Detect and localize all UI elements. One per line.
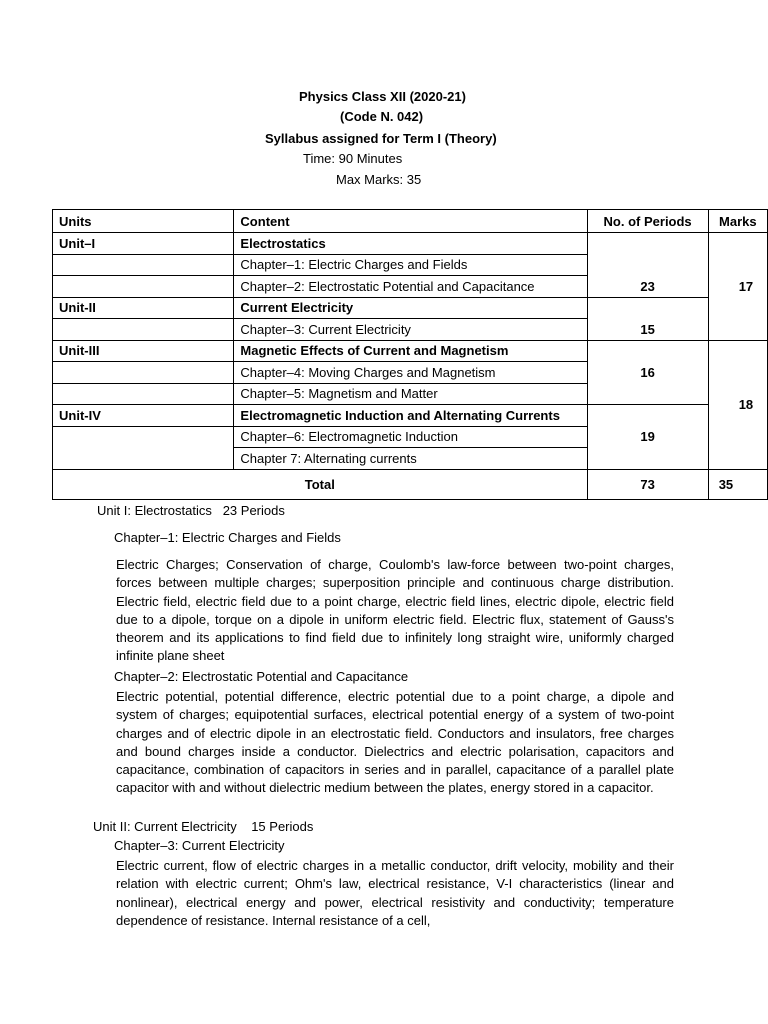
periods-cell: 16 (587, 340, 708, 405)
doc-title: Physics Class XII (2020-21) (299, 89, 466, 104)
total-label: Total (53, 469, 588, 499)
exam-time: Time: 90 Minutes (303, 151, 403, 166)
subject-code: (Code N. 042) (340, 109, 424, 124)
unit-title: Electrostatics (234, 233, 587, 255)
unit-label: Unit-II (53, 297, 234, 319)
unit-title: Electromagnetic Induction and Alternating Currents (234, 405, 587, 427)
unit-title: Magnetic Effects of Current and Magnetism (234, 340, 587, 362)
unit-label: Unit-III (53, 340, 234, 362)
periods-cell: 15 (587, 297, 708, 340)
unit-heading: Unit II: Current Electricity 15 Periods (93, 819, 314, 834)
total-periods: 73 (587, 469, 708, 499)
marks-cell: 18 (708, 340, 767, 469)
chapter-item: Chapter–4: Moving Charges and Magnetism (234, 362, 587, 384)
header-periods: No. of Periods (587, 210, 708, 233)
chapter-heading: Chapter–3: Current Electricity (114, 838, 285, 853)
total-marks: 35 (708, 469, 767, 499)
chapter-item: Chapter–2: Electrostatic Potential and Capacitance (234, 276, 587, 298)
unit-label: Unit–I (53, 233, 234, 255)
unit-label: Unit-IV (53, 405, 234, 427)
chapter-description: Electric current, flow of electric charges in a metallic conductor, drift velocity, mobility and their relation with electric current; Ohm's law, electrical resistance, V-I characteristics (linear and nonlinear), electrical energy and power, electrical resistivity and conductivity; temperature dependence of resistance. Internal resistance of a cell, (116, 858, 674, 928)
chapter-description: Electric potential, potential difference, electric potential due to a point charge, a dipole and system of charges; equipotential surfaces, electrical potential energy of a system of two-point charges and of electric dipole in an electrostatic field. Conductors and insulators, free charges and bound charges inside a conductor. Dielectrics and electric polarisation, capacitors and capacitance, combination of capacitors in series and in parallel, capacitance of a parallel plate capacitor with and without dielectric medium between the plates, energy stored in a capacitor. (116, 689, 674, 796)
chapter-item: Chapter–1: Electric Charges and Fields (234, 254, 587, 276)
header-units: Units (53, 210, 234, 233)
chapter-heading: Chapter–1: Electric Charges and Fields (114, 530, 341, 545)
chapter-description: Electric Charges; Conservation of charge, Coulomb's law-force between two-point charges, forces between multiple charges; superposition principle and continuous charge distribution. Electric field, electric field due to a point charge, electric field lines, electric dipole, electric field due to a dipole, torque on a dipole in uniform electric field. Electric flux, statement of Gauss's theorem and its applications to find field due to infinitely long straight wire, uniformly charged infinite plane sheet (116, 557, 674, 664)
chapter-item: Chapter–5: Magnetism and Matter (234, 383, 587, 405)
marks-cell: 17 (708, 233, 767, 341)
periods-cell: 23 (587, 233, 708, 298)
chapter-item: Chapter–6: Electromagnetic Induction (234, 426, 587, 448)
max-marks: Max Marks: 35 (336, 172, 422, 187)
chapter-item: Chapter 7: Alternating currents (234, 448, 587, 470)
chapter-item: Chapter–3: Current Electricity (234, 319, 587, 341)
syllabus-title: Syllabus assigned for Term I (Theory) (265, 131, 497, 146)
unit-title: Current Electricity (234, 297, 587, 319)
periods-cell: 19 (587, 405, 708, 470)
syllabus-table (52, 209, 768, 500)
header-content: Content (234, 210, 587, 233)
chapter-heading: Chapter–2: Electrostatic Potential and Capacitance (114, 669, 409, 684)
unit-heading: Unit I: Electrostatics 23 Periods (97, 503, 285, 518)
header-marks: Marks (708, 210, 767, 233)
